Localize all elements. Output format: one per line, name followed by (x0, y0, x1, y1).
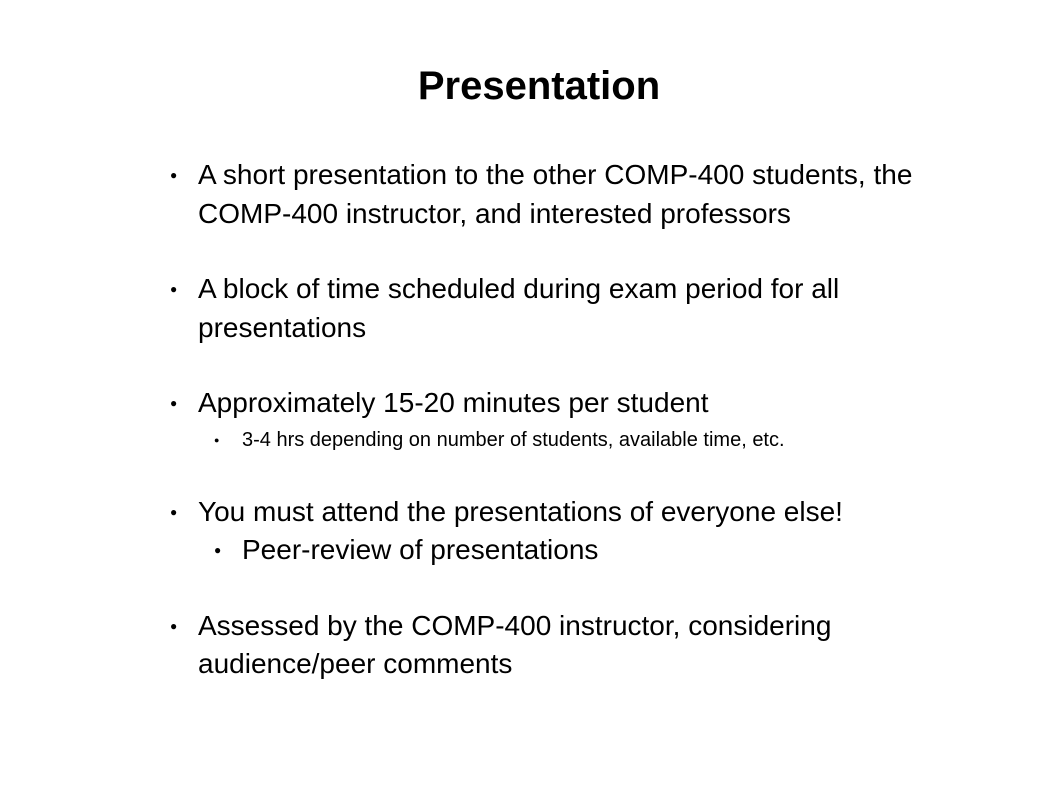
sub-list (198, 425, 930, 456)
list-item-text: Approximately 15-20 minutes per student (198, 387, 709, 418)
slide-title: Presentation (417, 64, 661, 108)
sub-list-item (198, 425, 930, 456)
sub-list-item (198, 531, 930, 570)
list-item (170, 156, 930, 233)
bullet-icon: ● (170, 282, 178, 296)
bullet-icon: ● (170, 618, 178, 633)
sub-bullet-icon: ● (214, 543, 222, 557)
list-item-text: Assessed by the COMP-400 instructor, considering audience/peer comments (198, 609, 832, 679)
sub-list-item-text: Peer-review of presentations (242, 534, 599, 565)
sub-bullet-icon: ● (214, 434, 220, 445)
bullet-icon: ● (170, 168, 178, 182)
sub-list-item-text: 3-4 hrs depending on number of students, available time, etc. (242, 428, 785, 451)
list-item-text: A short presentation to the other COMP-400 students, the COMP-400 instructor, and interested professors (198, 159, 913, 229)
list-item (170, 384, 930, 456)
bullet-icon: ● (170, 504, 178, 519)
bullet-icon: ● (170, 396, 178, 410)
list-item (170, 270, 930, 347)
sub-list (198, 531, 930, 570)
list-item (170, 607, 930, 684)
bullet-list (170, 156, 930, 721)
list-item-text: You must attend the presentations of everyone else! (198, 495, 843, 527)
list-item (170, 493, 930, 570)
list-item-text: A block of time scheduled during exam period for all presentations (198, 273, 840, 343)
